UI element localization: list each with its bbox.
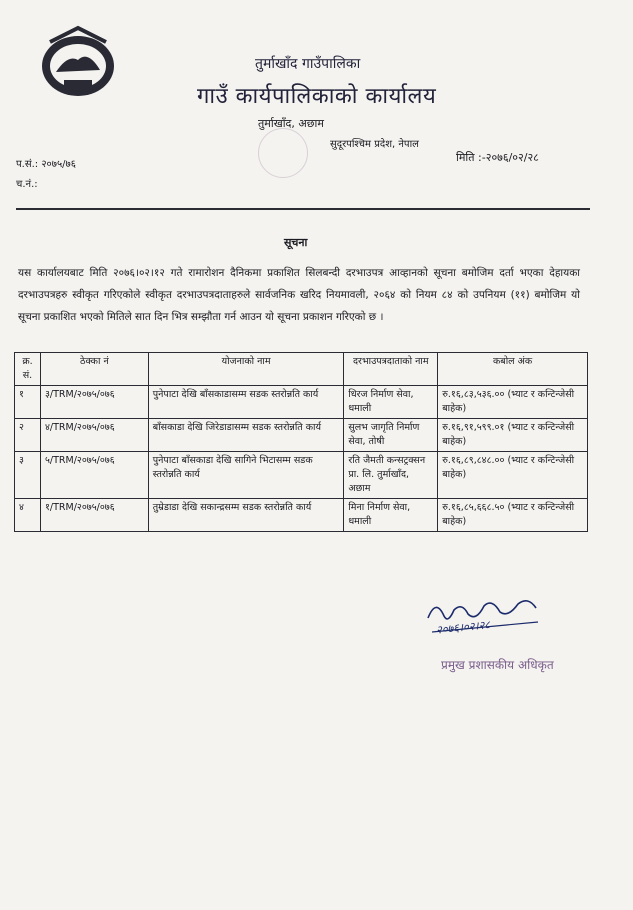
cell-project-name: तुम्रेडाडा देखि सकान्द्रसम्म सडक स्तरोन्नति कार्य: [148, 499, 344, 532]
cell-bid-amount: रु.१६,८९,८४८.०० (भ्याट र कन्टिन्जेसी बाहेक): [438, 452, 588, 499]
cell-bid-amount: रु.१६,९१,५९९.०१ (भ्याट र कन्टिन्जेसी बाहेक): [438, 419, 588, 452]
cell-project-name: पुनेपाटा देखि बाँसकाडासम्म सडक स्तरोन्नति कार्य: [148, 386, 344, 419]
table-header-row: [15, 353, 588, 386]
signatory-title: प्रमुख प्रशासकीय अधिकृत: [441, 658, 554, 672]
notice-title: सूचना: [284, 236, 308, 249]
cell-contract-no: १/TRM/२०७५/०७६: [40, 499, 148, 532]
cell-serial: १: [15, 386, 41, 419]
cell-contract-no: ४/TRM/२०७५/०७६: [40, 419, 148, 452]
cell-bid-amount: रु.१६,८५,६६८.५० (भ्याट र कन्टिन्जेसी बाहेक): [438, 499, 588, 532]
table-row: [15, 419, 588, 452]
government-emblem-icon: [28, 24, 128, 104]
office-name: गाउँ कार्यपालिकाको कार्यालय: [197, 84, 437, 109]
cell-project-name: पुनेपाटा बाँसकाडा देखि सागिने भिटासम्म सडक स्तरोन्नति कार्य: [148, 452, 344, 499]
cell-serial: ३: [15, 452, 41, 499]
table-row: [15, 452, 588, 499]
cell-contract-no: ५/TRM/२०७५/०७६: [40, 452, 148, 499]
cell-serial: २: [15, 419, 41, 452]
municipality-name: तुर्माखाँद गाउँपालिका: [255, 56, 361, 72]
cell-bidder-name: मिना निर्माण सेवा, धमाली: [344, 499, 438, 532]
notice-body: यस कार्यालयबाट मिति २०७६।०२।१२ गते रामारोशन दैनिकमा प्रकाशित सिलबन्दी दरभाउपत्र आव्हानको सूचना बमोजिम दर्ता भएका देहायका दरभाउपत्रहरु स्वीकृत गरिएकोले स्वीकृत दरभाउपत्रदाताहरुले सार्वजनिक खरिद नियमावली, २०६४ को नियम ८४ को उपनियम (११) बमोजिम यो सूचना प्रकाशित भएको मितिले सात दिन भित्र सम्झौता गर्न आउन यो सूचना प्रकाशन गरिएको छ ।: [18, 267, 580, 323]
cell-bid-amount: रु.१६,८३,५३६.०० (भ्याट र कन्टिन्जेसी बाहेक): [438, 386, 588, 419]
bid-table: [14, 352, 588, 532]
cell-serial: ४: [15, 499, 41, 532]
column-header-serial: क्र. सं.: [15, 353, 41, 386]
cell-bidder-name: रति जैमती कन्सट्रक्सन प्रा. लि. तुर्माखाँद, अछाम: [344, 452, 438, 499]
column-header-bidder-name: दरभाउपत्रदाताको नाम: [344, 353, 438, 386]
column-header-bid-amount: कबोल अंक: [438, 353, 588, 386]
cell-bidder-name: धिरज निर्माण सेवा, धमाली: [344, 386, 438, 419]
column-header-contract-no: ठेक्का नं: [40, 353, 148, 386]
office-stamp: [258, 128, 308, 178]
office-address: तुर्माखाँद, अछाम: [258, 117, 324, 130]
dispatch-number: च.नं.:: [16, 179, 38, 190]
signature-date: २०७६।०२।२८: [435, 618, 491, 637]
cell-contract-no: ३/TRM/२०७५/०७६: [40, 386, 148, 419]
table-row: [15, 499, 588, 532]
table-row: [15, 386, 588, 419]
province-name: सुदूरपश्चिम प्रदेश, नेपाल: [330, 139, 419, 150]
cell-project-name: बाँसकाडा देखि जिरेडाडासम्म सडक स्तरोन्नति कार्य: [148, 419, 344, 452]
letter-date: मिति :-२०७६/०२/२८: [456, 151, 539, 164]
letter-reference-number: प.सं.: २०७५/७६: [16, 159, 76, 170]
cell-bidder-name: सुलभ जागृति निर्माण सेवा, तोषी: [344, 419, 438, 452]
column-header-project-name: योजनाको नाम: [148, 353, 344, 386]
header-divider: [16, 208, 590, 210]
